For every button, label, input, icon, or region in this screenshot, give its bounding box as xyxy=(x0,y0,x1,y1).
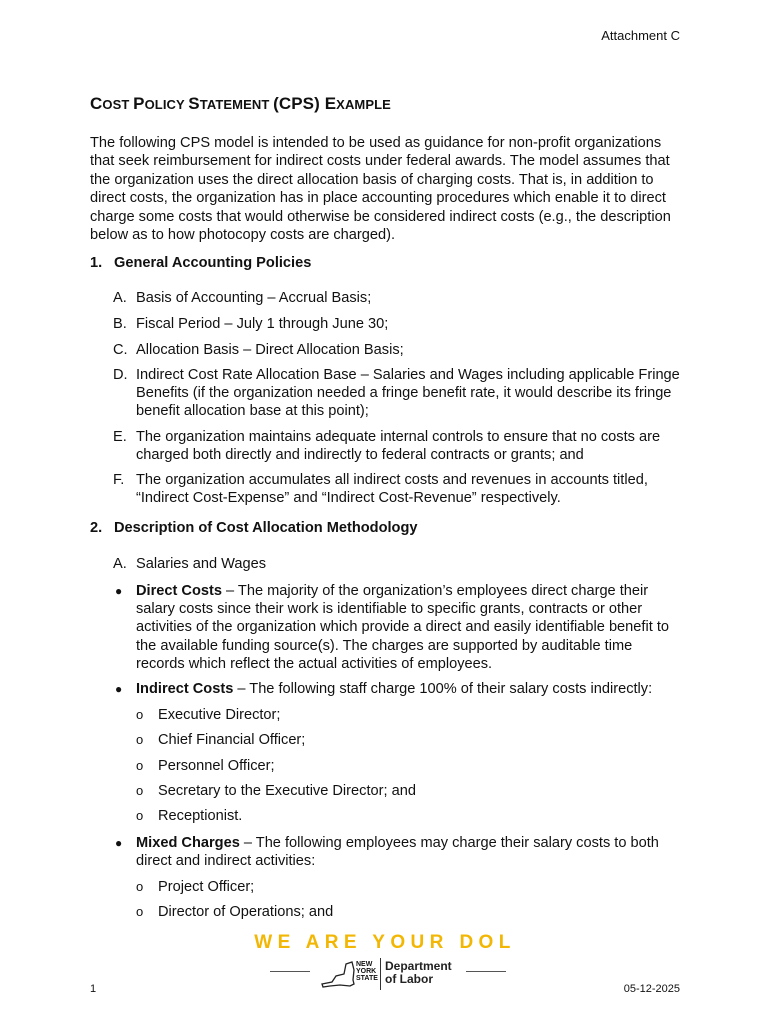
direct-costs-bullet: ● Direct Costs – The majority of the organization’s employees direct charge their salary costs since their work is identifiable to specific grants, contracts or other activities of the organization which provide a direct and easily identifiable benefit to the available funding source(s). The charges are supported by auditable time records which reflect the actual activities of employees. xyxy=(115,583,669,672)
circle-bullet-icon: o xyxy=(136,808,144,823)
logo-rule-left xyxy=(270,971,310,972)
attachment-label: Attachment C xyxy=(601,28,680,43)
policy-item-c: C. Allocation Basis – Direct Allocation Basis; xyxy=(113,342,404,358)
dept-of-labor-wordmark: Department of Labor xyxy=(385,959,452,986)
page-number: 1 xyxy=(90,983,97,995)
circle-bullet-icon: o xyxy=(136,758,144,773)
dol-banner: WE ARE YOUR DOL xyxy=(254,932,516,953)
indirect-staff-item: o Receptionist. xyxy=(136,808,243,824)
salaries-wages-item: A. Salaries and Wages xyxy=(113,556,267,572)
mixed-staff-item: o Project Officer; xyxy=(136,879,255,895)
indirect-staff-item: o Chief Financial Officer; xyxy=(136,732,306,748)
page-title: COST POLICY STATEMENT (CPS) EXAMPLE xyxy=(90,94,391,113)
logo-divider xyxy=(380,958,381,990)
ny-state-wordmark: NEW YORK STATE xyxy=(356,961,378,982)
circle-bullet-icon: o xyxy=(136,783,144,798)
indirect-costs-bullet: ● Indirect Costs – The following staff charge 100% of their salary costs indirectly: xyxy=(115,681,653,697)
policy-item-a: A. Basis of Accounting – Accrual Basis; xyxy=(113,290,372,306)
circle-bullet-icon: o xyxy=(136,904,144,919)
dol-logo xyxy=(270,956,506,998)
indirect-staff-item: o Secretary to the Executive Director; and xyxy=(136,783,416,799)
circle-bullet-icon: o xyxy=(136,707,144,722)
section-2-heading: 2. Description of Cost Allocation Methodology xyxy=(90,520,418,536)
policy-item-b: B. Fiscal Period – July 1 through June 30; xyxy=(113,316,389,332)
mixed-staff-item: o Director of Operations; and xyxy=(136,904,334,920)
bullet-icon: ● xyxy=(115,584,123,598)
bullet-icon: ● xyxy=(115,836,123,850)
document-date: 05-12-2025 xyxy=(623,983,680,995)
policy-item-f: F. The organization accumulates all indirect costs and revenues in accounts titled, “Indirect Cost-Expense” and “Indirect Cost-Revenue” respectively. xyxy=(113,472,648,507)
policy-item-e: E. The organization maintains adequate internal controls to ensure that no costs are charged both directly and indirectly to federal contracts or grants; and xyxy=(113,429,661,464)
policy-item-d: D. Indirect Cost Rate Allocation Base – Salaries and Wages including applicable Fringe Benefits (if the organization needed a fringe benefit rate, it would describe its fringe benefit allocation base at this point); xyxy=(113,367,680,420)
section-1-heading: 1. General Accounting Policies xyxy=(90,255,312,271)
mixed-charges-bullet: ● Mixed Charges – The following employees may charge their salary costs to both direct and indirect activities: xyxy=(115,835,659,870)
logo-rule-right xyxy=(466,971,506,972)
bullet-icon: ● xyxy=(115,682,123,696)
intro-paragraph: The following CPS model is intended to be used as guidance for non-profit organizations that seek reimbursement for indirect costs under federal awards. The model assumes that the organization uses the direct allocation basis of charging costs. That is, in addition to direct costs, the organization has in place accounting procedures which enable it to direct charge some costs that would otherwise be considered indirect costs (e.g., the description below as to how photocopy costs are charged). xyxy=(90,135,671,244)
indirect-staff-item: o Executive Director; xyxy=(136,707,281,723)
circle-bullet-icon: o xyxy=(136,879,144,894)
ny-state-outline-icon xyxy=(320,958,356,990)
circle-bullet-icon: o xyxy=(136,732,144,747)
indirect-staff-item: o Personnel Officer; xyxy=(136,758,275,774)
